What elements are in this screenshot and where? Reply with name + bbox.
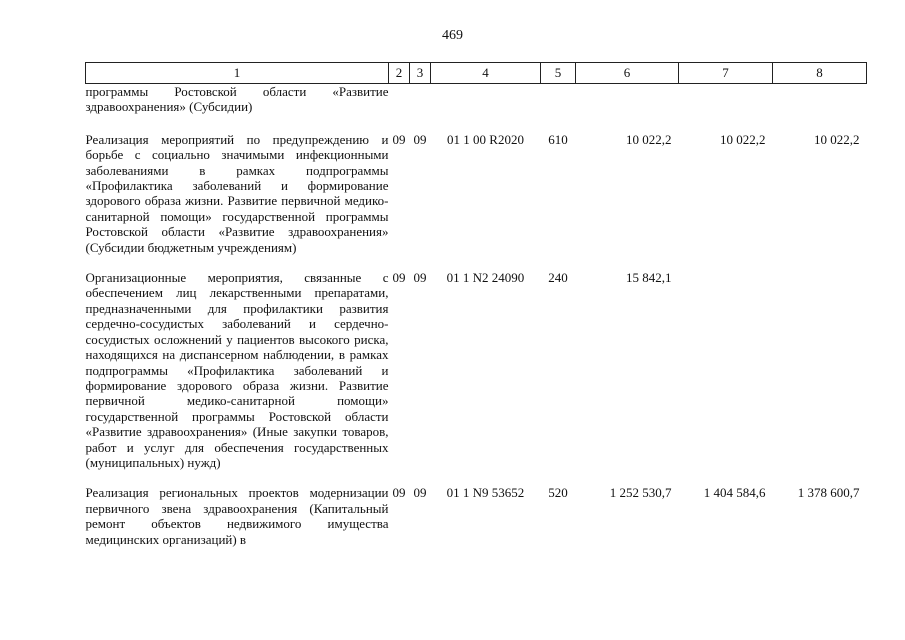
cell-amount-year-2: [679, 84, 773, 132]
cell-subsection: 09: [413, 485, 427, 501]
cell-target-article: 01 1 N2 24090: [446, 270, 525, 286]
cell-amount-year-1: 1 252 530,7: [609, 485, 672, 501]
table-row: [86, 270, 867, 485]
cell-section: 09: [392, 485, 406, 501]
cell-amount-year-2: 1 404 584,6: [703, 485, 766, 501]
table-header-row: [86, 63, 867, 84]
row-description: программы Ростовской области «Развитие здравоохранения» (Субсидии): [85, 84, 389, 115]
column-header: 6: [576, 63, 679, 84]
cell-target-article: 01 1 00 R2020: [447, 131, 524, 147]
column-header: 7: [679, 63, 773, 84]
cell-amount-year-1: 10 022,2: [626, 131, 672, 147]
row-description: Организационные мероприятия, связанные с обеспечением лиц лекарственными препаратами, предназначенными для профилактики развития сердечно-сосудистых заболеваний и сердечно-сосудистых осложнений у пациентов высокого риска, находящихся на диспансерном наблюдении, в рамках подпрограммы «Профилактика заболеваний и формирование здорового образа жизни. Развитие первичной медико-санитарной помощи» государственной программы Ростовской области «Развитие здравоохранения» (Иные закупки товаров, работ и услуг для обеспечения государственных (муниципальных) нужд): [85, 270, 389, 470]
cell-subsection: 09: [413, 270, 427, 286]
cell-expense-type: 610: [548, 131, 568, 147]
cell-amount-year-1: [576, 84, 679, 132]
row-description: Реализация региональных проектов модернизации первичного звена здравоохранения (Капитальный ремонт объектов недвижимого имущества медицинских организаций) в: [85, 485, 389, 547]
column-header: 8: [773, 63, 867, 84]
column-header: 1: [86, 63, 389, 84]
cell-target-article: 01 1 N9 53652: [446, 485, 525, 501]
column-header: 5: [541, 63, 576, 84]
table-row: [86, 132, 867, 270]
cell-amount-year-3: [773, 84, 867, 132]
cell-expense-type: 520: [548, 485, 568, 501]
cell-subsection: 09: [413, 131, 427, 147]
cell-target-article: [431, 84, 541, 132]
column-header: 3: [410, 63, 431, 84]
column-header: 4: [431, 63, 541, 84]
cell-amount-year-2: 10 022,2: [720, 131, 766, 147]
cell-amount-year-2: [679, 270, 773, 485]
column-header: 2: [389, 63, 410, 84]
cell-section: [389, 84, 410, 132]
cell-amount-year-3: 1 378 600,7: [797, 485, 860, 501]
cell-amount-year-1: 15 842,1: [626, 270, 672, 286]
page-number: 469: [442, 28, 463, 43]
table-row: [86, 84, 867, 132]
budget-table: [85, 62, 867, 547]
cell-subsection: [410, 84, 431, 132]
cell-section: 09: [392, 270, 406, 286]
cell-expense-type: 240: [548, 270, 568, 286]
row-description: Реализация мероприятий по предупреждению и борьбе с социально значимыми инфекционными заболеваниями в рамках подпрограммы «Профилактика заболеваний и формирование здорового образа жизни. Развитие первичной медико-санитарной помощи» государственной программы Ростовской области «Развитие здравоохранения» (Субсидии бюджетным учреждениям): [85, 131, 389, 255]
cell-amount-year-3: [773, 270, 867, 485]
table-row: [86, 485, 867, 547]
cell-amount-year-3: 10 022,2: [814, 131, 860, 147]
cell-expense-type: [541, 84, 576, 132]
cell-section: 09: [392, 131, 406, 147]
